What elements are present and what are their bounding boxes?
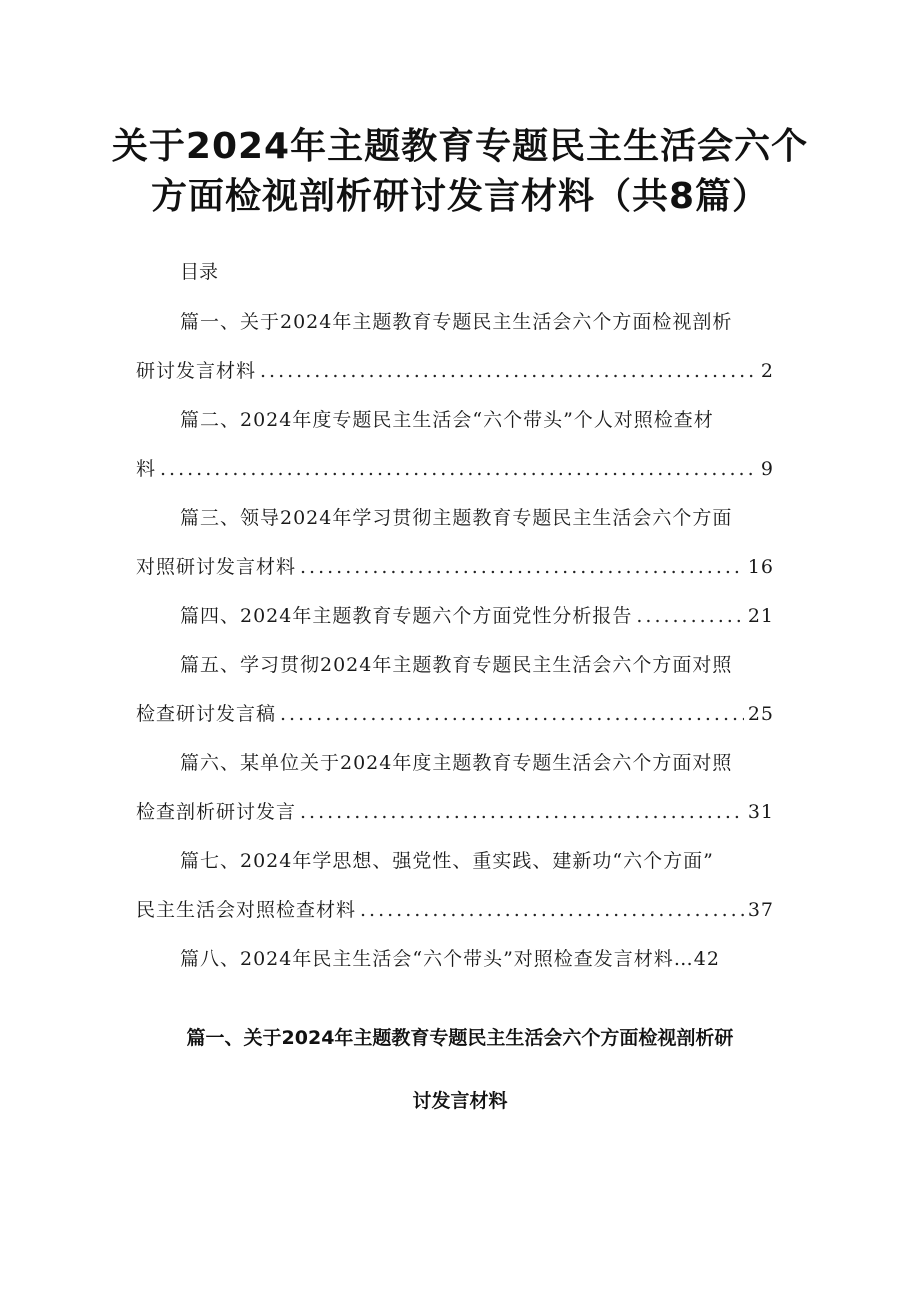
toc-entry-8[interactable] (180, 945, 740, 973)
document-title-line-1: 关于2024年主题教育专题民主生活会六个 (111, 126, 809, 167)
toc-entry-6-leader (300, 798, 744, 826)
document-title (90, 122, 830, 222)
toc-entry-2-leader (160, 455, 757, 483)
toc-entry-5-text: 检查研讨发言稿 (136, 703, 277, 725)
toc-entry-7-page: 37 (747, 899, 774, 921)
toc-entry-7-line-2[interactable] (136, 896, 774, 924)
toc-entry-2-line-1[interactable]: 篇二、2024年度专题民主生活会“六个带头”个人对照检查材 (180, 409, 714, 431)
toc-entry-6-line-2[interactable] (136, 798, 774, 826)
toc-entry-6-line-1[interactable]: 篇六、某单位关于2024年度主题教育专题生活会六个方面对照 (180, 752, 733, 774)
toc-entry-4[interactable] (180, 602, 774, 630)
toc-entry-1-line-1[interactable]: 篇一、关于2024年主题教育专题民主生活会六个方面检视剖析 (180, 311, 733, 333)
toc-entry-7-line-1[interactable]: 篇七、2024年学思想、强党性、重实践、建新功“六个方面” (180, 850, 714, 872)
toc-entry-1-text: 研讨发言材料 (136, 360, 257, 382)
toc-entry-1-leader (260, 357, 757, 385)
toc-entry-8-text: 篇八、2024年民主生活会“六个带头”对照检查发言材料 (180, 948, 674, 970)
toc-entry-3-text: 对照研讨发言材料 (136, 556, 297, 578)
toc-entry-3-line-1[interactable]: 篇三、领导2024年学习贯彻主题教育专题民主生活会六个方面 (180, 507, 733, 529)
toc-entry-7-text: 民主生活会对照检查材料 (136, 899, 357, 921)
toc-entry-8-leader: … (673, 948, 694, 970)
toc-heading: 目录 (180, 261, 219, 283)
document-title-line-2: 方面检视剖析研讨发言材料（共8篇） (150, 176, 770, 217)
toc-entry-3-leader (300, 553, 744, 581)
toc-entry-2-text: 料 (136, 458, 157, 480)
toc-entry-4-page: 21 (747, 605, 774, 627)
toc-entry-4-leader (636, 602, 743, 630)
toc-entry-3-page: 16 (747, 556, 774, 578)
toc-entry-3-line-2[interactable] (136, 553, 774, 581)
toc-entry-5-line-2[interactable] (136, 700, 774, 728)
toc-entry-5-line-1[interactable]: 篇五、学习贯彻2024年主题教育专题民主生活会六个方面对照 (180, 654, 733, 676)
toc-entry-6-page: 31 (747, 801, 774, 823)
toc-entry-2-line-2[interactable] (136, 455, 774, 483)
toc-entry-2-page: 9 (760, 458, 774, 480)
toc-entry-7-leader (360, 896, 744, 924)
section-heading-line-1: 篇一、关于2024年主题教育专题民主生活会六个方面检视剖析研 (186, 1027, 734, 1049)
toc-entry-5-page: 25 (747, 703, 774, 725)
toc-entry-8-page: 42 (693, 948, 720, 970)
toc-entry-1-page: 2 (760, 360, 774, 382)
toc-entry-1-line-2[interactable] (136, 357, 774, 385)
section-heading-line-2: 讨发言材料 (412, 1090, 508, 1112)
toc-entry-5-leader (280, 700, 744, 728)
toc-entry-6-text: 检查剖析研讨发言 (136, 801, 297, 823)
toc-entry-4-text: 篇四、2024年主题教育专题六个方面党性分析报告 (180, 605, 633, 627)
